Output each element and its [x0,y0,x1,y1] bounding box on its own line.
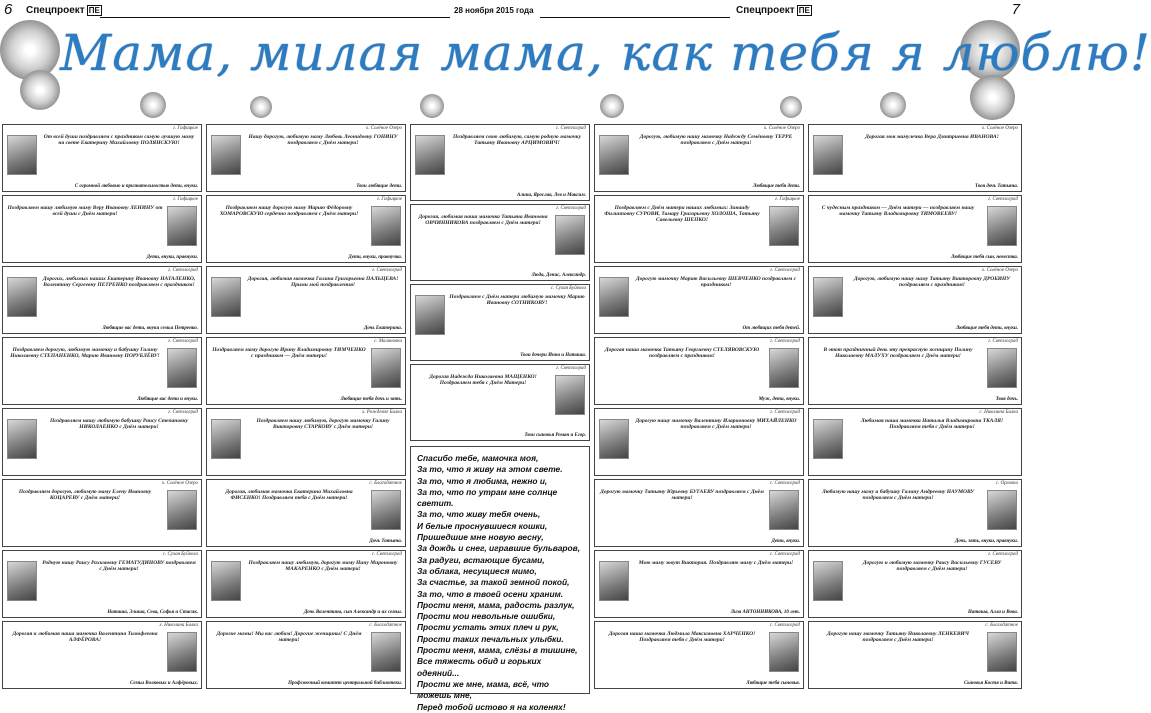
greeting-signature: Твоя дочь Татьяна. [975,184,1018,189]
greeting-heading: Дорогая, любимая наша мамочка Татьяна Ивановна ОВЧИННИКОВА поздравляем с Днём матери! [418,214,548,226]
poem-line: За облака, несущиеся мимо, [417,565,537,576]
poem-line: За то, что я живу на этом свете. [417,464,563,475]
greeting-heading: Поздравляем нашу любимую, дорогую мамочку Галину Викторовну СТАРКОВУ с Днём матери! [256,418,390,430]
greeting-signature: Семьи Волковых и Алфёровых. [130,681,198,686]
greeting-place: с. Светлоград [769,623,800,628]
greeting-card [808,408,1022,476]
portrait-photo [371,632,401,672]
greeting-heading: Поздравляем дорогую, любимую мамочку и бабушку Галину Николаевну СТЕПАНЕНКО, Марию Ивановну ПОРУБЛЁВУ! [10,347,160,359]
greeting-card [594,479,804,547]
greeting-place: х. Солёное Озеро [161,481,198,486]
greeting-place: с. Светлоград [555,126,586,131]
greeting-place: х. Николина Балка [159,623,198,628]
greeting-heading: Нашу дорогую, любимую маму Любовь Леонидовну ГОНИНУ поздравляем с Днём матери! [248,134,398,146]
greeting-card [594,124,804,192]
greeting-card [206,266,406,334]
greeting-signature: Дети, внуки. [771,539,800,544]
portrait-photo [7,419,37,459]
greeting-place: с. Светлоград [769,552,800,557]
greeting-card [410,284,590,361]
greeting-card [2,337,202,405]
poem-line: И белые проснувшиеся кошки, [417,520,548,531]
greeting-card [808,266,1022,334]
portrait-photo [211,135,241,175]
portrait-photo [813,135,843,175]
greeting-signature: Дети, внуки, правнучка. [348,255,402,260]
column-left [2,124,202,694]
greeting-card [2,195,202,263]
greetings-area [2,124,1022,712]
greeting-heading: Поздравляем нашу любимую маму Веру Ивановну ЛЕНИНУ от всей души с Днём матери! [7,205,163,217]
poem-line: Прости меня, мама, радость разлук, [417,599,575,610]
greeting-place: г. Светлоград [168,268,198,273]
portrait-photo [371,490,401,530]
greeting-place: г. Светлоград [556,366,586,371]
portrait-photo [813,419,843,459]
greeting-place: х. Солёное Озеро [763,126,800,131]
header-rule [100,17,450,18]
page-header [0,0,1024,20]
portrait-photo [813,277,843,317]
greeting-signature: Наташа, Алла и Вова. [968,610,1018,615]
greeting-heading: Дорогую и любимую мамочку Раису Васильевну ГУСЕВУ поздравляем с Днём матери! [862,560,1002,572]
portrait-photo [769,206,799,246]
poem-line: Перед тобой истово я на коленях! [417,701,566,712]
section-label-text: Спецпроект [736,5,795,16]
portrait-photo [769,632,799,672]
poem-line: За счастье, за такой земной покой, [417,577,570,588]
greeting-heading: Дорогая, любимая мамочка Екатерина Михайловна ФИСЕНКО! Поздравляем тебя с Днём матери! [225,489,353,501]
greeting-place: с. Светлоград [769,481,800,486]
banner [0,20,1151,124]
greeting-signature: Твои сыновья Роман и Егор. [524,433,586,438]
greeting-place: г. Светлоград [556,206,586,211]
greeting-card [206,550,406,618]
portrait-photo [167,206,197,246]
portrait-photo [555,375,585,415]
greeting-signature: Любящие вас дети и внуки. [137,397,198,402]
portrait-photo [599,419,629,459]
greeting-heading: Дорогую мамочку Татьяну Юрьевну БУГАЕВУ поздравляем с Днём матери! [600,489,764,501]
greeting-place: г. Светлоград [770,410,800,415]
column-center [410,124,590,712]
greeting-card [2,408,202,476]
greeting-signature: Твои любящие дети. [356,184,402,189]
greeting-signature: Любящие тебя дети. [752,184,800,189]
greeting-card [594,195,804,263]
poem-line: Спасибо тебе, мамочка моя, [417,453,539,463]
greeting-card [808,195,1022,263]
poem-line: За то, что по утрам мне солнце светит. [417,486,558,509]
feature-poem-block [410,446,590,712]
greeting-place: с. Николина Балка [979,410,1018,415]
greeting-heading: Любимая наша мамочка Наталья Владимировна ТКАЛЯ! Поздравляем тебя с Днём матери! [860,418,1004,430]
greeting-card [2,266,202,334]
greeting-place: г. Светлоград [988,197,1018,202]
portrait-photo [813,561,843,601]
greeting-signature: Лиза АНТОННИКОВА, 10 лет. [730,610,800,615]
greeting-place: г. Светлоград [770,339,800,344]
greeting-card [594,550,804,618]
portrait-photo [7,561,37,601]
portrait-photo [415,295,445,335]
greeting-place: г. Светлоград [988,552,1018,557]
flower-decoration-icon [250,96,272,118]
greeting-heading: Дорогую нашу мамочку Валентину Иларионовну МИХАЙЛЕНКО поздравляем с Днём матери! [635,418,797,430]
greeting-card [2,124,202,192]
column-right [808,124,1022,694]
greeting-heading: Дорогая Надежда Николаевна МАЩЕНКО! Поздравляем тебя с Днём Матери! [429,374,537,386]
flower-decoration-icon [140,92,166,118]
greeting-place: с. Малиновка [374,339,402,344]
greeting-heading: Дорогую, любимую нашу мамочку Надежду Семёновну ТЕРРЕ поздравляем с Днём матери! [639,134,793,146]
greeting-card [206,621,406,689]
greeting-heading: Поздравляем нашу дорогую маму Марию Фёдоровну ХОМАРОВСКУЮ сердечно поздравляем с Днём матери! [219,205,359,217]
greeting-signature: Любящие вас дети, внуки семьи Петренко. [102,326,198,331]
flower-decoration-icon [880,92,906,118]
greeting-heading: Дорогая и любимая наша мамочка Валентина Тимофеевна АЛФЁРОВА! [12,631,158,643]
portrait-photo [599,277,629,317]
greeting-place: с. Сухая Буйвола [550,286,586,291]
greeting-card [594,337,804,405]
poem-line: Прости же мне, мама, всё, что можешь мне, [417,678,550,701]
portrait-photo [769,348,799,388]
poem-line: За дождь и снег, игравшие бульваров, [417,543,581,554]
portrait-photo [987,348,1017,388]
flower-decoration-icon [600,94,624,118]
greeting-place: г. Гафицкое [774,197,800,202]
greeting-heading: Родную нашу Раису Рахимовну ГЕМАТУДИНОВУ поздравляем с Днём матери! [42,560,196,572]
greeting-place: г. Гафицкое [172,126,198,131]
newspaper-logo-icon: ПЕ [88,6,100,15]
greeting-heading: Поздравляем маму дорогую Ирину Владимировну ТИМЧЕНКО с праздником — Днём матери! [212,347,366,359]
greeting-card [410,204,590,281]
greeting-signature: Наташа, Элиша, Сева, Софья и Стасик. [107,610,198,615]
greeting-place: с. Благодатное [985,623,1018,628]
greeting-heading: Поздравляем дорогую, любимую маму Елену Ивановну КОЦАРЕВУ с Днём матери! [18,489,152,501]
portrait-photo [415,135,445,175]
left-page-number: 6 [4,1,13,18]
portrait-photo [167,490,197,530]
greeting-signature: С огромной любовью и признательностью дети, внуки. [74,184,198,189]
greeting-card [410,364,590,441]
feature-poem [417,453,583,713]
greeting-card [410,124,590,201]
greeting-heading: Дорогую мамочку Марию Васильевну ШЕВЧЕНКО поздравляем с праздником! [635,276,797,288]
column-center-right [594,124,804,694]
column-center-left [206,124,406,694]
greeting-card [206,337,406,405]
greeting-place: с. Сухая Буйвола [162,552,198,557]
greeting-signature: Любящие тебя сыновья. [746,681,800,686]
greeting-card [2,621,202,689]
flower-decoration-icon [20,70,60,110]
portrait-photo [211,561,241,601]
greeting-card [808,621,1022,689]
portrait-photo [211,419,241,459]
greeting-place: с. Орловка [995,481,1018,486]
greeting-heading: Поздравляем нашу любимую бабушку Раису Степановну НИКОЛАЕНКО с Днём матери! [49,418,189,430]
poem-line: За то, что в твоей осени храним. [417,588,564,599]
greeting-card [206,124,406,192]
greeting-signature: Твои дочери Инна и Наташа. [520,353,586,358]
greeting-signature: Твоя дочь. [995,397,1018,402]
poem-line: Прости таких печальных улыбки. [417,633,564,644]
portrait-photo [987,490,1017,530]
flower-decoration-icon [420,94,444,118]
portrait-photo [167,348,197,388]
greeting-heading: Дорогая наша мамочка Татьяну Георгиевну СТЕЛЯВОВСКУЮ поздравляем с праздником! [604,347,760,359]
greeting-card [206,408,406,476]
greeting-signature: Муж, дети, внуки. [758,397,800,402]
greeting-place: с. Светлоград [371,552,402,557]
greeting-heading: Дорогую нашу мамочку Татьяну Николаевну ЛЕНКЕВИЧ поздравляем с Днём матери! [827,631,969,643]
greeting-signature: Дочь Татьяна. [369,539,402,544]
greeting-place: г. Светлоград [770,268,800,273]
greeting-place: х. Солёное Озеро [365,126,402,131]
greeting-signature: От любящих тебя детей. [742,326,800,331]
greeting-heading: Дорогих, любимых наших Екатерину Ивановну НАТАЛЕНКО, Валентину Сергеевну ПЕТРЕНКО поздравляем с праздником! [42,276,196,288]
portrait-photo [555,215,585,255]
left-section-label [26,5,102,16]
portrait-photo [211,277,241,317]
poem-line: За то, что живу тебя очень, [417,509,541,520]
greeting-signature: Дочь, зять, внуки, правнуки. [954,539,1018,544]
greeting-signature: Дочь Валентина, сын Александр и их семьи. [303,610,402,615]
greeting-signature: Дочь Екатерина. [363,326,402,331]
poem-line: Прости мои невольные ошибки, [417,611,556,622]
poem-line: Прости устать этих плеч и рук, [417,622,559,633]
greeting-signature: Алина, Ярослав, Лев и Максим. [517,193,586,198]
portrait-photo [987,632,1017,672]
greeting-heading: Мою маму зовут Виктория. Поздравляю маму с Днём матери! [638,560,794,566]
portrait-photo [371,206,401,246]
greeting-signature: Профсоюзный комитет центральной библиотеки. [288,681,402,686]
greeting-card [594,266,804,334]
greeting-place: х. Солёное Озеро [981,268,1018,273]
greeting-signature: Любящие тебя дочь и зять. [340,397,402,402]
greeting-card [206,195,406,263]
greeting-place: х. Солёное Озеро [981,126,1018,131]
portrait-photo [987,206,1017,246]
greeting-place: с. Благодатное [369,481,402,486]
greeting-signature: Дети, внуки, правнуки. [146,255,198,260]
greeting-heading: С чудесным праздником — Днём матери — поздравляем нашу мамочку Татьяну Владимировну ТИМОВЕЕВУ! [821,205,975,217]
portrait-photo [769,490,799,530]
greeting-card [808,124,1022,192]
greeting-signature: Люда, Денис, Александр. [531,273,586,278]
greeting-signature: Любящие тебя сын, невестка. [950,255,1018,260]
greeting-heading: Поздравляем свою любимую, самую родную мамочку Татьяну Ивановну АРЦИМОВИЧ! [452,134,582,146]
flower-decoration-icon [0,20,60,80]
poem-line: Прости меня, мама, слёзы в тишине, [417,645,578,656]
portrait-photo [371,348,401,388]
greeting-card [594,621,804,689]
greeting-heading: Поздравляем нашу любимую, дорогую маму Нину Мироновну МАКАРЕНКО с Днём матери! [248,560,398,572]
portrait-photo [599,135,629,175]
greeting-heading: Любимую нашу маму и бабушку Галину Андреевну НАУМОВУ поздравляем с Днём матери! [821,489,975,501]
poem-line: Пришедшие мне новую весну, [417,532,544,543]
greeting-heading: В этот праздничный день эту прекрасную женщину Полину Николаевну МАЛУХУ поздравляем с Днём матери! [823,347,973,359]
poem-line: За радуги, встающие бусами, [417,554,545,565]
newspaper-logo-icon: ПЕ [798,6,810,15]
greeting-place: г. Гафицкое [376,197,402,202]
greeting-heading: Дорогие мамы! Мы вас любим! Дорогие женщины! С Днём матери! [216,631,362,643]
greeting-place: г. Светлоград [168,339,198,344]
greeting-place: х. Рождевое Балка [362,410,402,415]
section-label-text: Спецпроект [26,5,85,16]
greeting-signature: Сыновья Костя и Витя. [963,681,1018,686]
header-rule [540,17,730,18]
poem-line: За то, что я любима, нежно и, [417,475,548,486]
greeting-heading: Дорогая моя мамулечка Вера Дмитриевна ИВАНОВА! [865,134,999,140]
banner-title: Мама, милая мама, как тебя я люблю! [60,24,1151,82]
greeting-card [2,550,202,618]
greeting-heading: Дорогую, любимую нашу маму Татьяну Викторовну ДРОБИНУ поздравляем с праздником! [853,276,1011,288]
portrait-photo [599,561,629,601]
issue-date: 28 ноября 2015 года [454,6,534,15]
greeting-heading: Поздравляем с Днём матери любимую мамочку Марию Ивановну СОТНИКОВУ! [449,294,585,306]
right-section-label [736,5,812,16]
greeting-place: с. Благодатное [369,623,402,628]
greeting-heading: Дорогая, любимая мамочка Галина Григорьевна ПАЛЬЦЕВА! Прими мой поздравления! [247,276,399,288]
greeting-card [808,479,1022,547]
greeting-card [808,337,1022,405]
greeting-heading: От всей души поздравляем с праздником самую лучшую маму на свете Екатерину Михайловну ПОЛЯНСКУЮ! [43,134,195,146]
greeting-heading: Поздравляем с Днём матери наших любимых: Зинаиду Филипповну СУРОВИ, Тамару Григорьевну ХОЛОША, Татьяну Савельевну ШЕПКО! [604,205,760,223]
greeting-place: г. Светлоград [372,268,402,273]
greeting-card [2,479,202,547]
greeting-place: г. Светлоград [168,410,198,415]
portrait-photo [7,135,37,175]
greeting-card [594,408,804,476]
portrait-photo [167,632,197,672]
greeting-place: г. Светлоград [988,339,1018,344]
greeting-card [206,479,406,547]
greeting-place: г. Гафицкое [172,197,198,202]
poem-line: Все тяжесть обид и горьких одеяний... [417,656,542,678]
greeting-card [808,550,1022,618]
greeting-heading: Дорогая наша мамочка Людмила Максимовна ХАРЧЕНКО! Поздравляем тебя с Днём матери! [608,631,756,643]
flower-decoration-icon [780,96,802,118]
portrait-photo [7,277,37,317]
greeting-signature: Любящие тебя дети, внуки. [955,326,1018,331]
right-page-number: 7 [1011,1,1020,18]
